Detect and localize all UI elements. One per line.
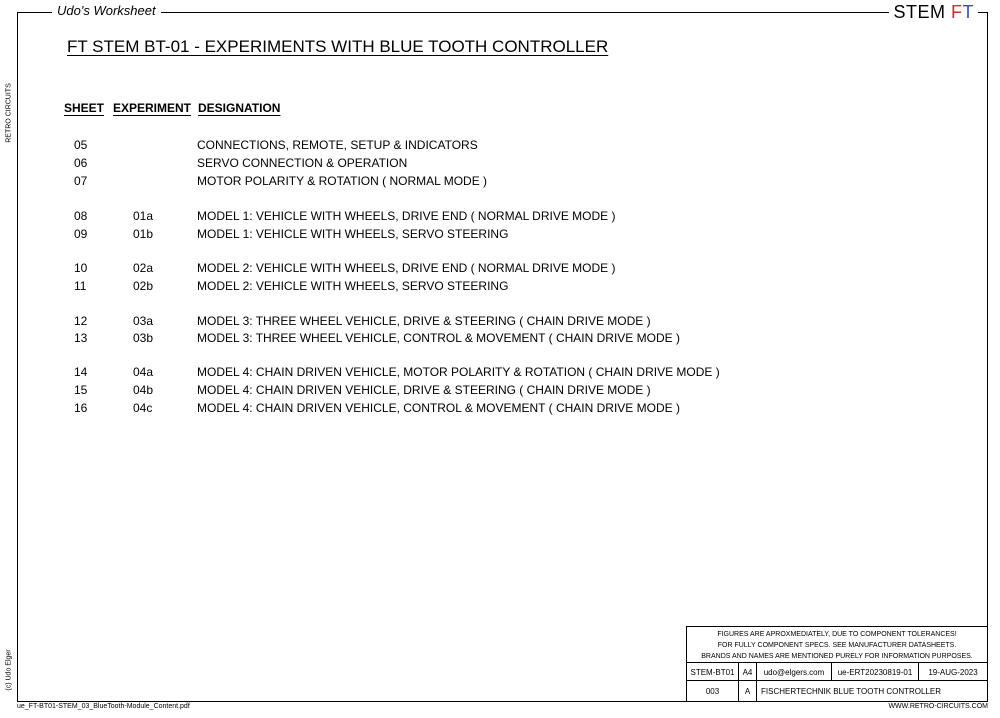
sheet-number: 14 bbox=[74, 365, 88, 379]
doc-id: STEM-BT01 bbox=[687, 663, 739, 681]
sheet-number: 16 bbox=[74, 401, 88, 415]
experiment-code: 04a bbox=[133, 365, 154, 379]
notice-line-1: FIGURES ARE APROXMEDIATELY, DUE TO COMPONENT TOLERANCES! bbox=[717, 631, 957, 638]
designation: MODEL 3: THREE WHEEL VEHICLE, DRIVE & STEERING ( CHAIN DRIVE MODE ) bbox=[197, 314, 651, 328]
title-block bbox=[686, 626, 988, 702]
email-link[interactable]: udo@elgers.com bbox=[757, 663, 832, 681]
document-title: FT STEM BT-01 - EXPERIMENTS WITH BLUE TOOTH CONTROLLER bbox=[67, 37, 609, 56]
sheet-count: 003 bbox=[687, 681, 739, 702]
sheet-number: 15 bbox=[74, 383, 88, 397]
drawing-frame bbox=[17, 12, 988, 702]
experiment-code: 02a bbox=[133, 261, 154, 275]
experiment-code: 02b bbox=[133, 279, 154, 293]
issue-date: 19-AUG-2023 bbox=[928, 667, 978, 677]
experiment-code: 01a bbox=[133, 209, 154, 223]
designation: MOTOR POLARITY & ROTATION ( NORMAL MODE ) bbox=[197, 174, 488, 188]
notice-line-2: FOR FULLY COMPONENT SPECS. SEE MANUFACTURER DATASHEETS. bbox=[717, 642, 957, 649]
header-designation: DESIGNATION bbox=[198, 101, 281, 115]
header-experiment: EXPERIMENT bbox=[113, 101, 192, 115]
designation: MODEL 4: CHAIN DRIVEN VEHICLE, DRIVE & STEERING ( CHAIN DRIVE MODE ) bbox=[197, 383, 651, 397]
title-block-row-2 bbox=[687, 680, 987, 702]
paper-size: A4 bbox=[739, 663, 757, 681]
designation: MODEL 4: CHAIN DRIVEN VEHICLE, CONTROL & MOVEMENT ( CHAIN DRIVE MODE ) bbox=[197, 401, 680, 415]
experiment-code: 03b bbox=[133, 331, 154, 345]
designation: CONNECTIONS, REMOTE, SETUP & INDICATORS bbox=[197, 138, 478, 152]
side-label-bottom: (c) Udo Elger bbox=[5, 649, 13, 691]
notice-line-3: BRANDS AND NAMES ARE MENTIONED PURELY FOR INFORMATION PURPOSES. bbox=[701, 653, 973, 660]
experiment-code: 04c bbox=[133, 401, 153, 415]
disclaimer-notice bbox=[687, 627, 987, 662]
title-block-row-1 bbox=[687, 662, 987, 681]
sheet-number: 07 bbox=[74, 174, 88, 188]
designation: MODEL 2: VEHICLE WITH WHEELS, DRIVE END ( NORMAL DRIVE MODE ) bbox=[197, 261, 616, 275]
header-sheet: SHEET bbox=[64, 101, 105, 115]
reference-code: ue-ERT20230819-01 bbox=[832, 663, 919, 681]
revision: A bbox=[739, 681, 757, 702]
footer-filename: ue_FT-BT01-STEM_03_BlueTooth-Module_Content.pdf bbox=[17, 703, 190, 710]
designation: MODEL 2: VEHICLE WITH WHEELS, SERVO STEERING bbox=[197, 279, 509, 293]
side-label-top: RETRO CIRCUITS bbox=[5, 83, 13, 143]
sheet-number: 09 bbox=[74, 227, 88, 241]
experiment-code: 03a bbox=[133, 314, 154, 328]
experiment-code: 01b bbox=[133, 227, 154, 241]
brand-logo bbox=[889, 1, 978, 23]
designation: SERVO CONNECTION & OPERATION bbox=[197, 156, 408, 170]
brand-prefix: STEM bbox=[893, 2, 951, 22]
brand-letter-t: T bbox=[962, 2, 974, 22]
sheet-number: 11 bbox=[74, 279, 87, 293]
designation: MODEL 3: THREE WHEEL VEHICLE, CONTROL & MOVEMENT ( CHAIN DRIVE MODE ) bbox=[197, 331, 680, 345]
experiment-code: 04b bbox=[133, 383, 154, 397]
project-description: FISCHERTECHNIK BLUE TOOTH CONTROLLER bbox=[761, 687, 942, 696]
designation: MODEL 1: VEHICLE WITH WHEELS, DRIVE END ( NORMAL DRIVE MODE ) bbox=[197, 209, 616, 223]
brand-letter-f: F bbox=[951, 2, 963, 22]
designation: MODEL 1: VEHICLE WITH WHEELS, SERVO STEERING bbox=[197, 227, 509, 241]
worksheet-title: Udo's Worksheet bbox=[52, 3, 161, 19]
sheet-number: 12 bbox=[74, 314, 88, 328]
sheet-number: 10 bbox=[74, 261, 88, 275]
sheet-number: 06 bbox=[74, 156, 88, 170]
sheet-number: 08 bbox=[74, 209, 88, 223]
designation: MODEL 4: CHAIN DRIVEN VEHICLE, MOTOR POLARITY & ROTATION ( CHAIN DRIVE MODE ) bbox=[197, 365, 720, 379]
footer-url[interactable]: WWW.RETRO-CIRCUITS.COM bbox=[888, 703, 988, 710]
sheet-number: 13 bbox=[74, 331, 88, 345]
sheet-number: 05 bbox=[74, 138, 88, 152]
